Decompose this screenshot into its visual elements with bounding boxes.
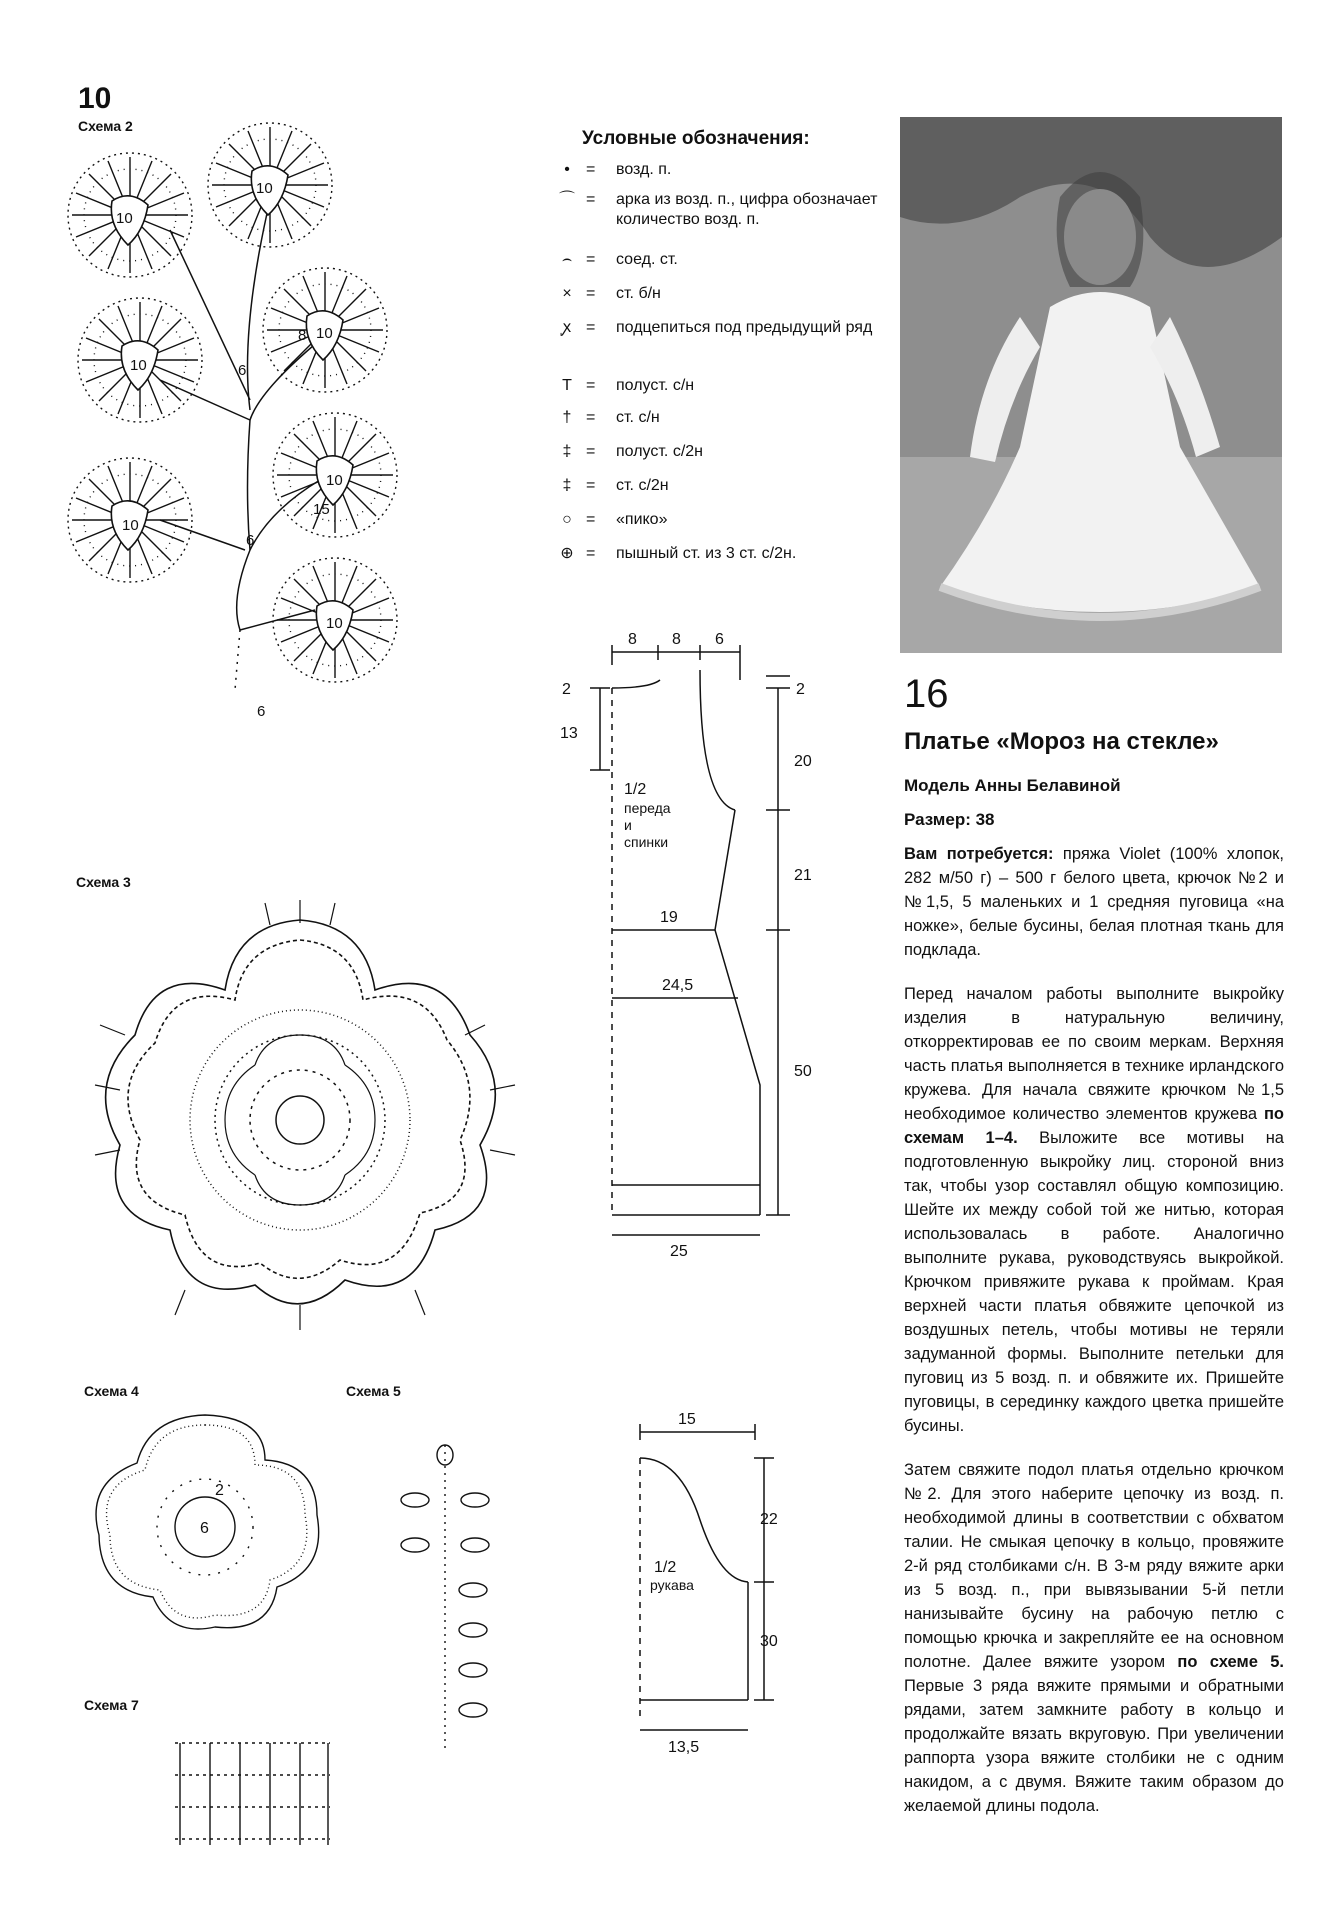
scheme-4-label: Схема 4 [84, 1383, 139, 1399]
small-arc-icon: ⌢ [561, 251, 573, 268]
scheme-7-label: Схема 7 [84, 1697, 139, 1713]
instructions-paragraph-2: Затем свяжите подол платья отдельно крючком №2. Для этого наберите цепочку из возд. п. необходимой длины в соответствии с обхватом талии. Не смыкая цепочку в кольцо, провяжите 2-й ряд столбиками с/н. В 3-м ряду вяжите арки из 5 возд. п., при вывязывании 5-й петли нанизывайте бусину на рабочую петлю с помощью крючка и закрепляйте ее на основном полотне. Далее вяжите узором по схеме 5. Первые 3 ряда вяжите прямыми и обратными рядами, затем замкните работу в кольцо и продолжайте вязать вкруговую. При увеличении раппорта узора вяжите столбики не с одним накидом, а с двумя. Вяжите таким образом до желаемой длины подола. [904, 1461, 1284, 1815]
size-info: Размер: 38 [904, 810, 995, 829]
sleeve-dim-13-5: 13,5 [668, 1739, 700, 1756]
legend-item: × = ст. б/н [548, 284, 946, 304]
motif-number: 10 [130, 357, 147, 374]
piece-label: 1/2 [624, 781, 647, 798]
dim-right-20: 20 [794, 753, 812, 770]
legend-item: T = полуст. с/н [548, 376, 946, 396]
center-number: 6 [200, 1520, 209, 1537]
picot-icon: ○ [562, 511, 572, 528]
legend-item: ‡ = ст. с/2н [548, 476, 946, 496]
dim-25: 25 [670, 1243, 688, 1260]
scheme-5-label: Схема 5 [346, 1383, 401, 1399]
hook-cross-icon: ꭙ [562, 319, 572, 336]
sleeve-label: 1/2 [654, 1559, 677, 1576]
scheme-3-label: Схема 3 [76, 874, 131, 890]
round-number: 2 [215, 1482, 224, 1499]
dim-left-2: 2 [562, 681, 571, 698]
legend-item: ○ = «пико» [548, 510, 946, 530]
sleeve-pattern-diagram [620, 1410, 800, 1760]
page-number: 10 [78, 82, 112, 115]
dim-right-2: 2 [796, 681, 805, 698]
dress-photo [900, 117, 1282, 653]
half-tr-icon: ‡ [562, 443, 572, 460]
dim-24-5: 24,5 [662, 977, 694, 994]
instructions-paragraph-1: Перед началом работы выполните выкройку изделия в натуральную величину, откорректировав ее по своим меркам. Верхняя часть платья выполняется в технике ирландского кружева. Для начала свяжите крючком №1,5 необходимое количество элементов кружева по схемам 1–4. Выложите все мотивы на подготовленную выкройку лиц. стороной вниз так, чтобы узор составлял общую композицию. Шейте их между собой той же нитью, которая использовалась в работе. Аналогично выполните рукава, руководствуясь выкройкой. Крючком привяжите рукава к проймам. Края верхней части платья обвяжите цепочкой из воздушных петель, чтобы мотивы не теряли задуманной формы. Выполните петельки для пуговиц из 5 возд. п. и обвяжите их. Пришейте пуговицы, в серединку каждого цветка пришейте бусины. [904, 985, 1284, 1435]
dim-right-50: 50 [794, 1063, 812, 1080]
chain-length: 15 [313, 501, 330, 518]
dot-icon: • [564, 161, 570, 178]
motif-number: 10 [122, 517, 139, 534]
dim-19: 19 [660, 909, 678, 926]
model-author: Модель Анны Белавиной [904, 776, 1121, 795]
legend-item: • = возд. п. [548, 160, 946, 180]
piece-label: спинки [624, 834, 669, 850]
legend-item: ‡ = полуст. с/2н [548, 442, 946, 462]
chain-length: 8 [298, 327, 307, 344]
motif-number: 10 [326, 615, 343, 632]
article-title: Платье «Мороз на стекле» [904, 728, 1219, 755]
half-dc-icon: T [562, 377, 572, 394]
cross-icon: × [562, 285, 572, 302]
legend-item: ꭙ = подцепиться под предыдущий ряд [548, 318, 886, 338]
dc-icon: † [562, 409, 572, 426]
motif-number: 10 [326, 472, 343, 489]
article-number: 16 [904, 672, 949, 716]
scheme-4-diagram [85, 1405, 345, 1635]
dim-8a: 8 [628, 631, 637, 648]
dim-6: 6 [715, 631, 724, 648]
piece-label: переда [624, 800, 671, 816]
dim-right-21: 21 [794, 867, 812, 884]
legend-item: ⌢ = соед. ст. [548, 250, 946, 270]
legend-item: † = ст. с/н [548, 408, 946, 428]
chain-length: 6 [246, 532, 255, 549]
sleeve-dim-22: 22 [760, 1511, 778, 1528]
arc-icon: ⌒ [558, 191, 575, 208]
sleeve-dim-15: 15 [678, 1411, 696, 1428]
scheme-3-diagram [75, 895, 535, 1335]
scheme-2-label: Схема 2 [78, 118, 133, 134]
motif-number: 10 [316, 325, 333, 342]
piece-label: и [624, 817, 632, 833]
sleeve-dim-30: 30 [760, 1633, 778, 1650]
dim-8b: 8 [672, 631, 681, 648]
motif-number: 10 [256, 180, 273, 197]
puff-icon: ⊕ [560, 545, 574, 562]
scheme-2-diagram [70, 130, 530, 850]
legend-item: ⊕ = пышный ст. из 3 ст. с/2н. [548, 544, 946, 564]
body-pattern-diagram [560, 630, 820, 1260]
tr-icon: ‡ [562, 477, 572, 494]
motif-number: 10 [116, 210, 133, 227]
chain-length: 6 [238, 362, 247, 379]
scheme-5-diagram [385, 1440, 505, 1760]
materials-paragraph: Вам потребуется: пряжа Violet (100% хлопок, 282 м/50 г) – 500 г белого цвета, крючок №2 и №1,5, 5 маленьких и 1 средняя пуговица «на ножке», белые бусины, белая плотная ткань для подклада. [904, 845, 1284, 959]
sleeve-label: рукава [650, 1577, 694, 1593]
chain-length: 6 [257, 703, 266, 720]
scheme-7-diagram [170, 1735, 335, 1855]
dim-left-13: 13 [560, 725, 578, 742]
materials-label: Вам потребуется: [904, 845, 1054, 863]
legend-title: Условные обозначения: [582, 128, 810, 149]
legend-item: ⌒ = арка из возд. п., цифра обозначает количество возд. п. [548, 190, 906, 230]
